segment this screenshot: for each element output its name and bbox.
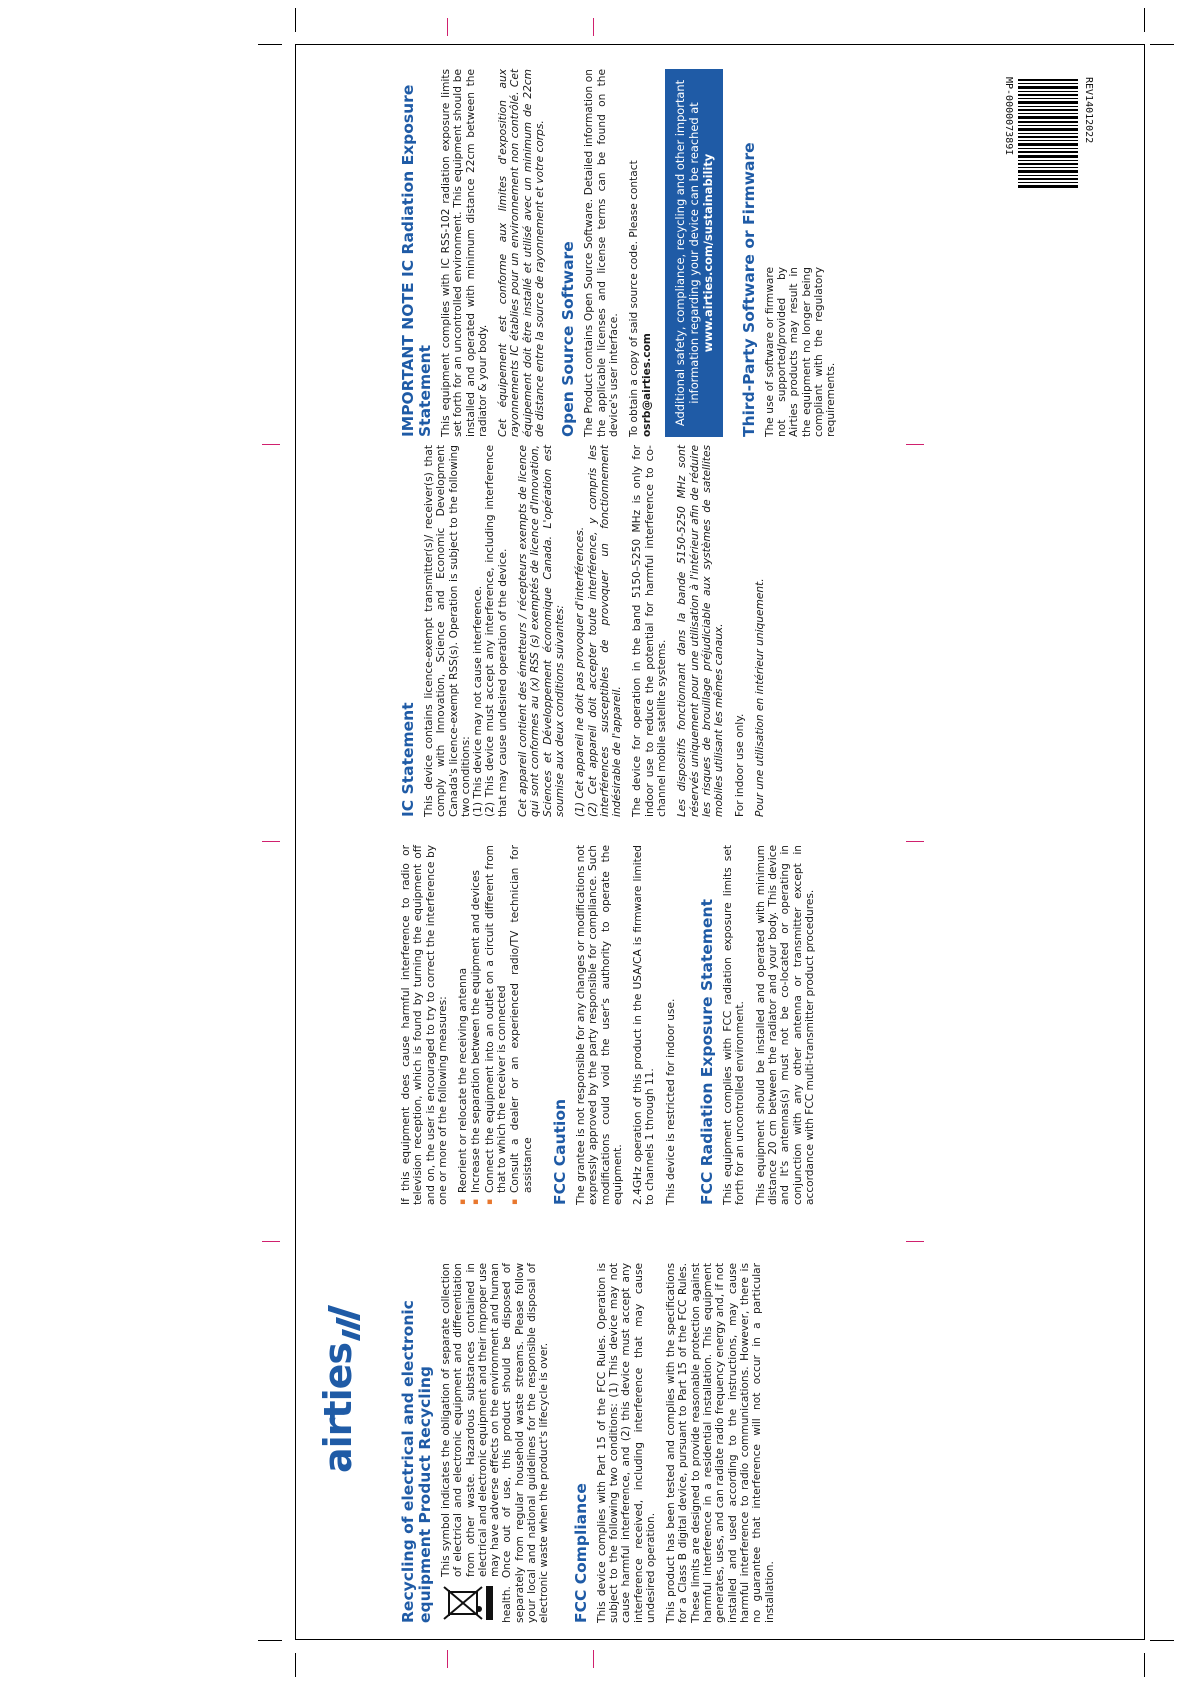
important-note-title: IMPORTANT NOTE IC Radiation Exposure Statement xyxy=(399,84,434,437)
barcode xyxy=(984,77,1094,207)
barcode-top-text: REV14012022 xyxy=(1083,77,1094,144)
crop-mark xyxy=(258,44,282,45)
third-party-title: Third-Party Software or Firmware xyxy=(739,142,758,437)
registration-mark xyxy=(593,18,594,36)
fcc-radiation-title: FCC Radiation Exposure Statement xyxy=(698,898,717,1205)
important-p1: This equipment complies with IC RSS-102 radiation exposure limits set forth for an uncontrolled environment. This equipment should be installed and operated with minimum distance 22cm between the radiator & your body. xyxy=(440,69,489,437)
list-item: ▪ Increase the separation between the equipment and devices xyxy=(470,845,482,1205)
sustainability-box xyxy=(665,69,723,437)
registration-mark xyxy=(447,18,448,36)
important-fr1: Cet équipement est conforme aux limites d'exposition aux rayonnements IC établies pour un environnement non contrôlé. Cet équipement doit être installé et utilisé avec un minimum de 22cm de distance entre la source de rayonnement et votre corps. xyxy=(497,69,547,437)
fcc-compliance-p2: This product has been tested and complies with the specifications for a Class B digital device, pursuant to Part 15 of the FCC Rules. These limits are designed to provide reasonable protection against harmful interference in a residential installation. This equipment generates, uses, and can radiate radio frequency energy and, if not installed and used according to the instructions, may cause harmful interference to radio communications. However, there is no guarantee that interference will not occur in a particular installation. xyxy=(665,1263,776,1623)
ic-statement-title: IC Statement xyxy=(399,702,417,817)
ic-fr1: Cet appareil contient des émetteurs / récepteurs exempts de licence qui sont conformes au (x) RSS (s) exemptés de licence d'Innovation, Sciences et Développement économique Canada. L'opération est soumise aux deux conditions suivantes: xyxy=(517,445,566,817)
recycling-title: Recycling of electrical and electronic equipment Product Recycling xyxy=(399,1300,434,1623)
ic-condition-2: (2) This device must accept any interference, including interference that may cause undesired operation of the device. xyxy=(484,445,509,817)
ic-condition-1: (1) This device may not cause interference. xyxy=(472,585,485,817)
open-source-p2: To obtain a copy of said source code. Please contact xyxy=(628,160,641,437)
registration-mark xyxy=(262,444,280,445)
weee-bin-icon xyxy=(440,1583,494,1623)
crop-mark xyxy=(295,1653,296,1677)
ic-fr2: Les dispositifs fonctionnant dans la bande 5150-5250 MHz sont réservés uniquement pour une utilisation à l'intérieur afin de réduire les risques de brouillage préjudiciable aux systèmes de satellites mobiles utilisant les mêmes canaux. xyxy=(676,445,726,817)
column-2 xyxy=(400,845,824,1205)
column-4 xyxy=(400,69,846,437)
open-source-email[interactable]: osrb@airties.com xyxy=(640,333,653,437)
ic-fr-condition-2: (2) Cet appareil doit accepter toute interférence, y compris les interférences susceptibles de provoquer un fonctionnement indésirable de l'appareil. xyxy=(586,445,624,817)
ic-p1: This device contains licence-exempt transmitter(s)/ receiver(s) that comply with Innovation, Science and Economic Development Canada's licence-exempt RSS(s). Operation is subject to the following two conditions: xyxy=(423,445,472,817)
crop-mark xyxy=(1144,1653,1145,1677)
fcc-radiation-p1: This equipment complies with FCC radiation exposure limits set forth for an uncontrolled environment. xyxy=(722,845,747,1205)
list-item: ▪ Consult a dealer or an experienced radio/TV technician for assistance xyxy=(509,845,534,1205)
ic-p2: The device for operation in the band 5150–5250 MHz is only for indoor use to reduce the potential for harmful interference to co-channel mobile satellite systems. xyxy=(631,445,669,817)
fcc-caution-p2: 2.4GHz operation of this product in the USA/CA is firmware limited to channels 1 through 11. xyxy=(632,845,657,1205)
fcc-compliance-p1: This device complies with Part 15 of the FCC Rules. Operation is subject to the following two conditions: (1) This device may not cause harmful interference, and (2) this device must accept any interference received, including interference that may cause undesired operation. xyxy=(595,1263,657,1623)
open-source-p1: The Product contains Open Source Software. Detailed information on the applicable licenses and license terms can be found on the device's user interface. xyxy=(583,69,620,437)
fcc-compliance-title: FCC Compliance xyxy=(571,1483,590,1623)
ic-fr-condition-1: (1) Cet appareil ne doit pas provoquer d'interférences. xyxy=(574,526,587,817)
list-item: ▪ Connect the equipment into an outlet on a circuit different from that to which the receiver is connected xyxy=(484,845,509,1205)
registration-mark xyxy=(262,841,280,842)
interference-list xyxy=(457,845,534,1205)
logo-text: airties xyxy=(316,1343,360,1473)
crop-mark xyxy=(1150,44,1174,45)
logo-bars-icon xyxy=(324,1305,360,1341)
third-party-p1: The use of software or firmware not supported/provided by Airties products may result in the equipment no longer being compliant with the regulatory requirements. xyxy=(763,267,838,437)
fcc-caution-p1: The grantee is not responsible for any changes or modifications not expressly approved by the party responsible for compliance. Such modifications could void the user's authority to operate the equipment. xyxy=(574,845,624,1205)
list-item: ▪ Reorient or relocate the receiving antenna xyxy=(457,845,469,1205)
registration-mark xyxy=(447,1650,448,1668)
recycling-body: This symbol indicates the obligation of separate collection of electrical and electronic equipment and differentiation from other waste. Hazardous substances contained in electrical and electronic equipment and their improper use may have adverse effects on the environment and human health. Once out of use, this product should be disposed of separately from regular household waste streams. Please follow your local and national guidelines for the responsible disposal of electronic waste when the product's lifecycle is over. xyxy=(440,1263,551,1623)
document-sheet xyxy=(295,44,1145,1640)
barcode-bottom-text: MP-000007389I xyxy=(1003,77,1014,156)
registration-mark xyxy=(262,1241,280,1242)
sustainability-link[interactable]: www.airties.com/sustainability xyxy=(700,153,715,353)
interference-intro: If this equipment does cause harmful interference to radio or television reception, which is found by turning the equipment off and on, the user is encouraged to try to correct the interference by one or more of the following measures: xyxy=(400,845,449,1205)
crop-mark xyxy=(295,8,296,32)
open-source-title: Open Source Software xyxy=(559,241,578,437)
rotated-content xyxy=(296,45,1146,1641)
crop-mark xyxy=(1144,8,1145,32)
sustainability-text: Additional safety, compliance, recycling and other important information regarding your device can be reached at xyxy=(672,79,701,427)
column-3 xyxy=(400,445,774,817)
registration-mark xyxy=(593,1650,594,1668)
airties-logo xyxy=(314,1283,364,1473)
fcc-caution-title: FCC Caution xyxy=(550,1098,569,1205)
fcc-caution-p3: This device is restricted for indoor use. xyxy=(664,998,677,1205)
fcc-radiation-p2: This equipment should be installed and operated with minimum distance 20 cm between the radiator and your body. This device and It's antennas(s) must not be co-located or operating in conjunction with any other antenna or transmitter except in accordance with FCC multi-transmitter product procedures. xyxy=(754,845,816,1205)
barcode-icon xyxy=(1018,79,1078,189)
ic-fr3: Pour une utilisation en intérieur uniquement. xyxy=(753,578,766,817)
crop-mark xyxy=(1150,1640,1174,1641)
crop-mark xyxy=(258,1640,282,1641)
ic-p3: For indoor use only. xyxy=(733,713,746,817)
